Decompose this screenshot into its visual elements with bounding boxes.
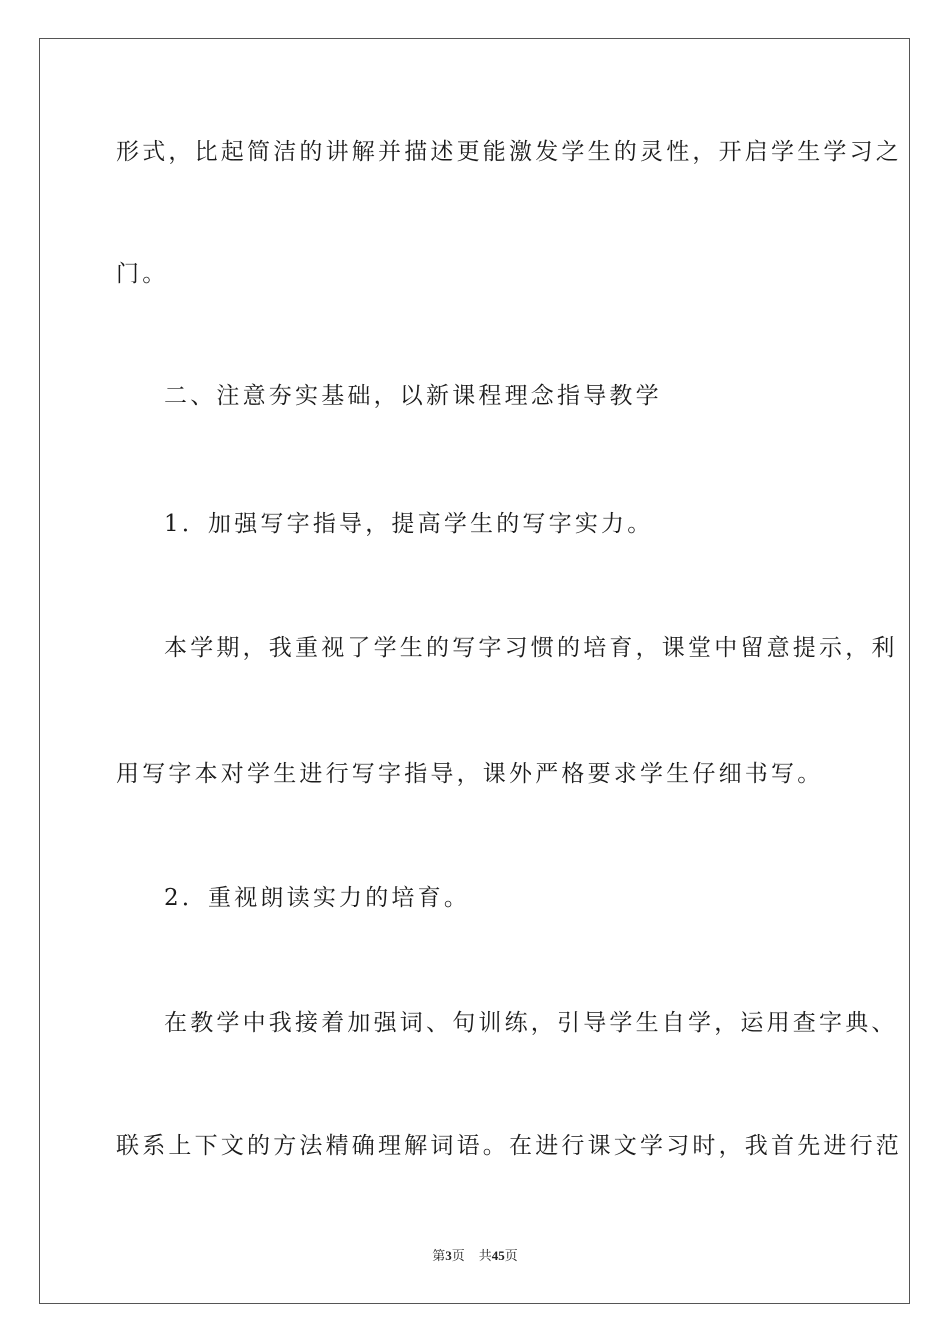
text-line-6: 用写字本对学生进行写字指导，课外严格要求学生仔细书写。: [116, 761, 824, 787]
footer-total-prefix: 共: [478, 1248, 492, 1263]
text-line-8: 在教学中我接着加强词、句训练，引导学生自学，运用查字典、: [164, 1010, 898, 1036]
page-footer: [0, 1247, 950, 1265]
text-line-9: 联系上下文的方法精确理解词语。在进行课文学习时，我首先进行范: [116, 1133, 902, 1159]
footer-page-prefix: 第: [432, 1248, 446, 1263]
text-line-2: 门。: [116, 261, 169, 287]
subheading-2: 2．重视朗读实力的培育。: [164, 885, 471, 911]
footer-page-number: 3: [445, 1248, 452, 1263]
text-line-1: 形式，比起简洁的讲解并描述更能激发学生的灵性，开启学生学习之: [116, 139, 902, 165]
section-heading: 二、注意夯实基础，以新课程理念指导教学: [164, 383, 662, 409]
subheading-1: 1．加强写字指导，提高学生的写字实力。: [164, 511, 654, 537]
page-border: [39, 38, 910, 1304]
text-line-5: 本学期，我重视了学生的写字习惯的培育，课堂中留意提示，利: [164, 635, 898, 661]
footer-page-suffix: 页: [451, 1248, 465, 1263]
footer-total-pages: 45: [491, 1248, 505, 1263]
footer-total-suffix: 页: [504, 1248, 518, 1263]
